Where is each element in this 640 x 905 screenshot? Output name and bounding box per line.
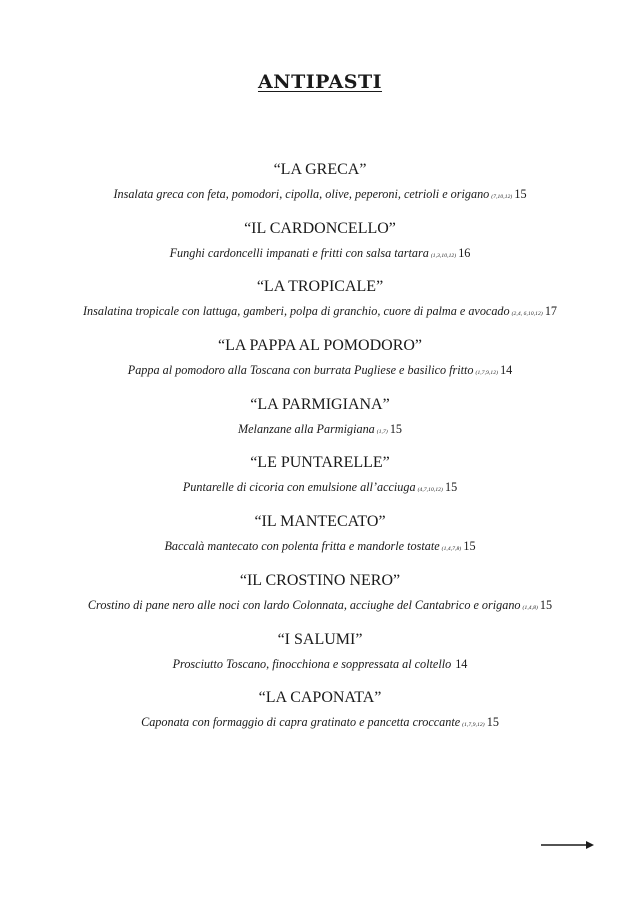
allergen-codes: (1,3,10,12) [430,252,457,259]
dish-name: “I SALUMI” [277,630,363,648]
dish-description-line [0,362,640,381]
allergen-codes: (4,7,10,12) [417,487,443,494]
dish-name: “LA PAPPA AL POMODORO” [217,337,423,355]
dish-price: 15 [514,187,527,201]
dish-description-line [0,597,640,616]
dish-price: 17 [544,304,557,319]
dish-description-line [0,656,640,675]
menu-item [0,452,640,511]
arrow-right-icon[interactable] [541,836,595,848]
dish-price: 15 [486,715,499,730]
menu-item [0,159,640,218]
dish-price: 16 [458,245,471,260]
dish-price: 14 [455,656,468,671]
dish-description: Prosciutto Toscano, finocchiona e soppressata al coltello [172,656,452,671]
allergen-codes: (1,7) [376,428,388,435]
dish-description-line [0,245,640,264]
page-title: ANTIPASTI [257,71,383,93]
dish-description-line [0,479,640,498]
dish-price: 15 [389,421,402,436]
dish-description: Pappa al pomodoro alla Toscana con burrata Pugliese e basilico fritto [127,363,474,378]
dish-description: Melanzane alla Parmigiana [238,421,375,436]
allergen-codes: (1,7,9,12) [475,370,499,377]
menu-item [0,629,640,688]
dish-price: 15 [539,597,553,612]
dish-description: Insalatina tropicale con lattuga, gamberi, polpa di granchio, cuore di palma e avocado [82,304,510,319]
dish-description: Crostino di pane nero alle noci con lardo Colonnata, acciughe del Cantabrico e origano [87,597,521,612]
menu-item [0,394,640,453]
dish-name: “LA PARMIGIANA” [250,395,390,413]
allergen-codes: (2,4, 6,10,12) [511,311,543,318]
dish-name: “LA CAPONATA” [258,689,382,707]
allergen-codes: (1,7,9,12) [462,722,485,729]
menu-item [0,276,640,335]
dish-description: Caponata con formaggio di capra gratinato e pancetta croccante [141,715,461,730]
dish-description: Funghi cardoncelli impanati e fritti con salsa tartara [169,245,429,260]
menu-item [0,218,640,277]
dish-price: 14 [500,363,513,378]
menu-item [0,570,640,629]
allergen-codes: (7,10,12) [491,194,513,200]
dish-description: Baccalà mantecato con polenta fritta e mandorle tostate [164,539,440,554]
menu-item [0,335,640,394]
menu-item [0,511,640,570]
dish-description: Puntarelle di cicoria con emulsione all’acciuga [182,480,416,495]
dish-description-line [0,714,640,733]
menu-item [0,687,640,746]
arrow-right-icon-graphic [541,839,595,851]
dish-description-line [0,186,640,205]
dish-name: “LE PUNTARELLE” [250,454,390,472]
dish-description-line [0,421,640,440]
dish-name: “IL CROSTINO NERO” [239,571,401,589]
dish-description-line [0,303,640,322]
dish-name: “IL MANTECATO” [254,513,386,531]
dish-name: “LA GRECA” [273,161,367,178]
dish-description-line [0,538,640,557]
dish-price: 15 [444,480,458,495]
dish-name: “IL CARDONCELLO” [244,219,396,237]
dish-name: “LA TROPICALE” [256,278,384,296]
allergen-codes: (1,4,7,8) [441,546,462,553]
allergen-codes: (1,4,8) [522,604,538,611]
dish-description: Insalata greca con feta, pomodori, cipolla, olive, peperoni, cetrioli e origano [113,187,490,201]
dish-price: 15 [463,539,476,554]
menu-list [0,159,640,746]
